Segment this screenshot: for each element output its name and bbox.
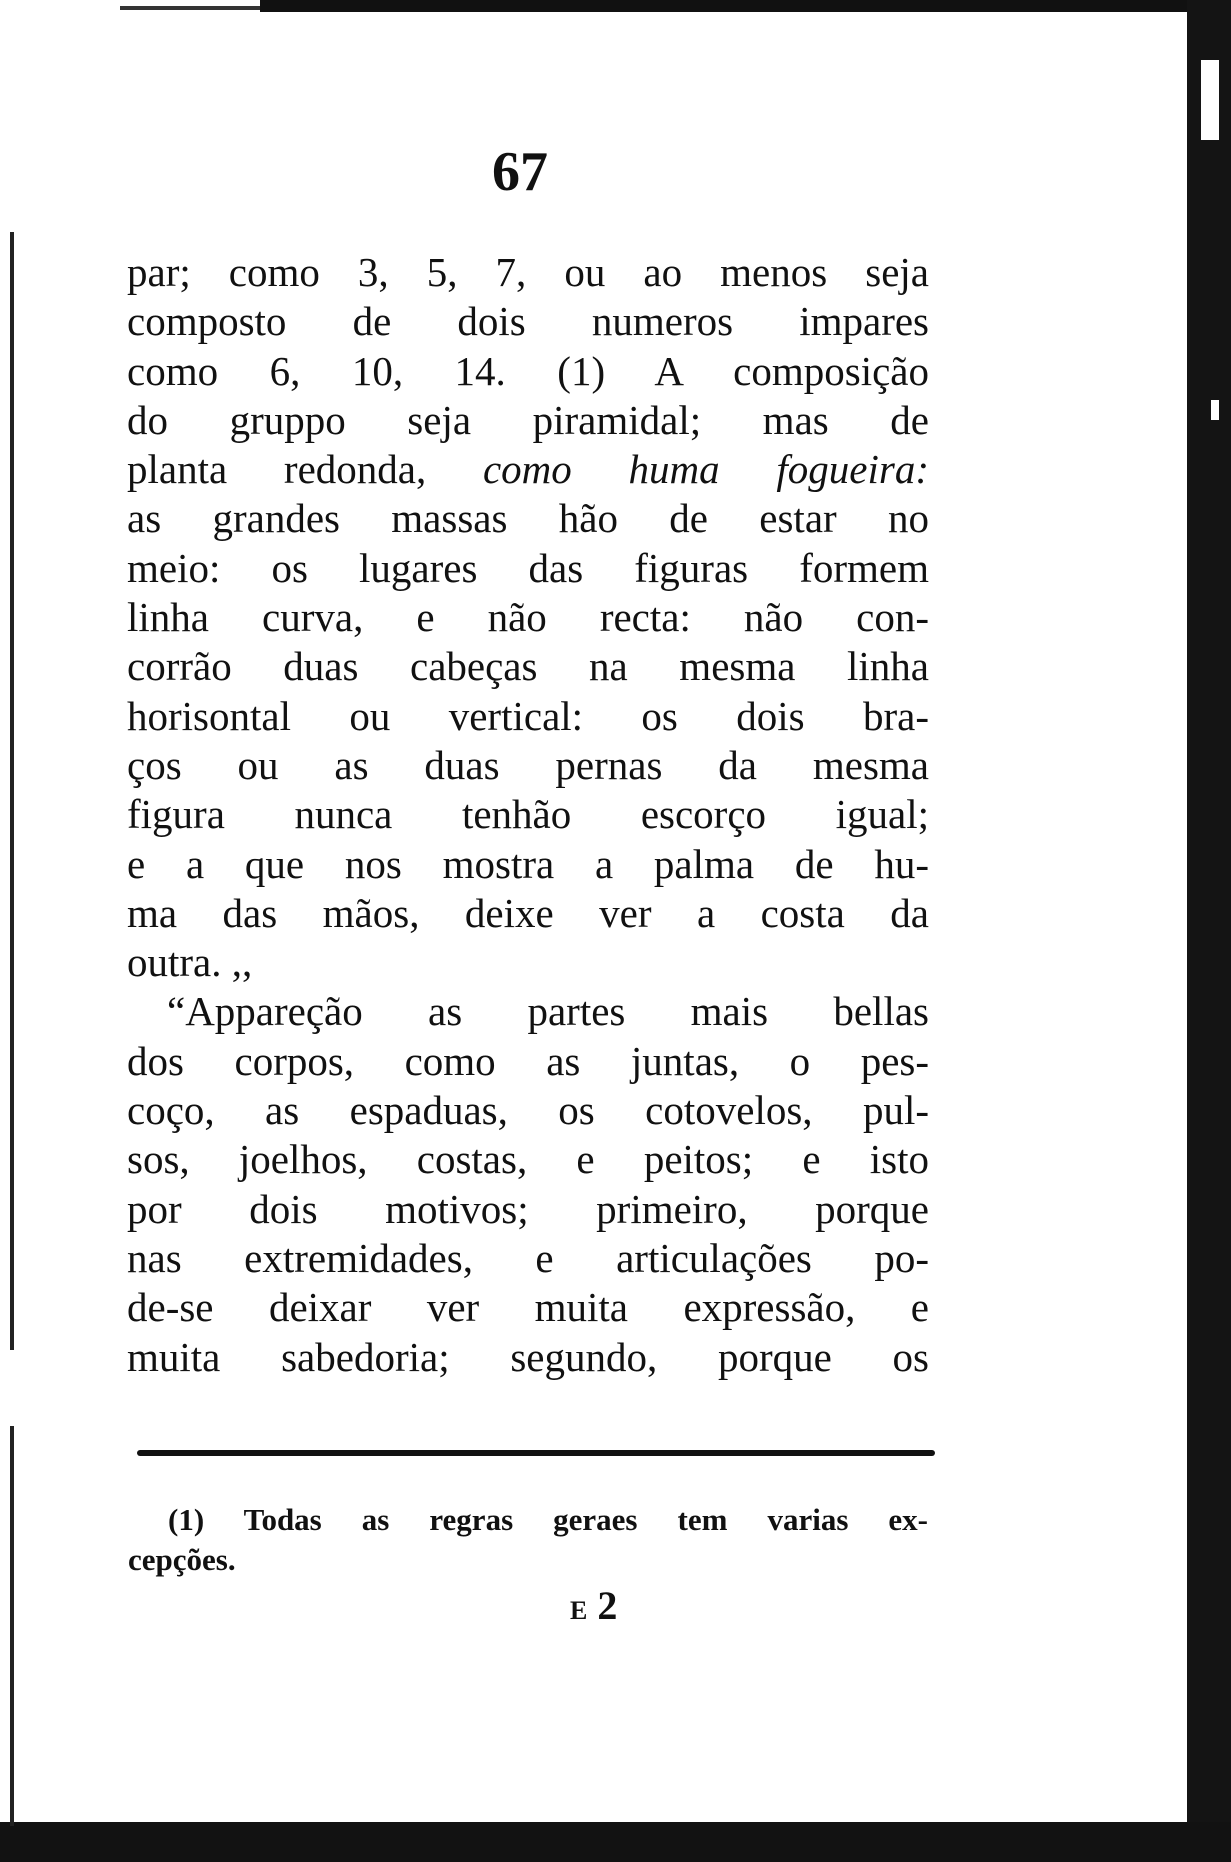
footnote-line: cepções. — [128, 1542, 236, 1577]
text-line: ços ou as duas pernas da mesma — [127, 741, 929, 788]
signature-mark — [570, 1582, 617, 1629]
scan-edge-right — [1187, 0, 1231, 1862]
page-number: 67 — [492, 141, 548, 203]
text-line: linha curva, e não recta: não con- — [127, 594, 929, 641]
text-line: as grandes massas hão de estar no — [127, 495, 929, 542]
text-line: outra. ,, — [127, 939, 253, 986]
text-line: meio: os lugares das figuras formem — [127, 544, 929, 591]
footnote-rule — [137, 1450, 935, 1456]
text-line: dos corpos, como as juntas, o pes- — [127, 1037, 929, 1084]
text-line: muita sabedoria; segundo, porque os — [127, 1333, 929, 1380]
footnote — [128, 1500, 928, 1580]
text-line: figura nunca tenhão escorço igual; — [127, 791, 929, 838]
signature-number: 2 — [597, 1583, 618, 1628]
scan-edge-top — [260, 0, 1190, 12]
footnote-line: (1) Todas as regras geraes tem varias ex- — [168, 1502, 928, 1537]
text-line: ma das mãos, deixe ver a costa da — [127, 889, 929, 936]
text-line: por dois motivos; primeiro, porque — [127, 1185, 929, 1232]
text-line — [127, 445, 929, 494]
text-line: como 6, 10, 14. (1) A composição — [127, 347, 929, 394]
scan-edge-bottom — [0, 1822, 1231, 1862]
text-line: composto de dois numeros impares — [127, 298, 929, 345]
text-line: par; como 3, 5, 7, ou ao menos seja — [127, 249, 929, 295]
text-line: corrão duas cabeças na mesma linha — [127, 643, 929, 690]
text-line: sos, joelhos, costas, e peitos; e isto — [127, 1136, 929, 1183]
text-line: e a que nos mostra a palma de hu- — [127, 840, 929, 887]
scan-edge-gap — [1211, 400, 1219, 420]
text-line: de-se deixar ver muita expressão, e — [127, 1284, 929, 1331]
text-line: do gruppo seja piramidal; mas de — [127, 396, 929, 443]
scan-edge-top-fragment — [120, 6, 260, 10]
text-line: nas extremidades, e articulações po- — [127, 1234, 929, 1281]
text-line: “Appareção as partes mais bellas — [167, 988, 929, 1035]
scan-edge-gap — [1201, 60, 1219, 140]
italic-segment: como huma fogueira: — [482, 446, 929, 493]
signature-letter: E — [570, 1596, 588, 1625]
scan-edge-left — [10, 232, 14, 1350]
text-line: horisontal ou vertical: os dois bra- — [127, 692, 929, 739]
text-line: coço, as espaduas, os cotovelos, pul- — [127, 1087, 929, 1134]
scan-edge-left — [10, 1426, 14, 1826]
body-text — [127, 248, 929, 1382]
text-segment: planta redonda, — [127, 446, 483, 493]
